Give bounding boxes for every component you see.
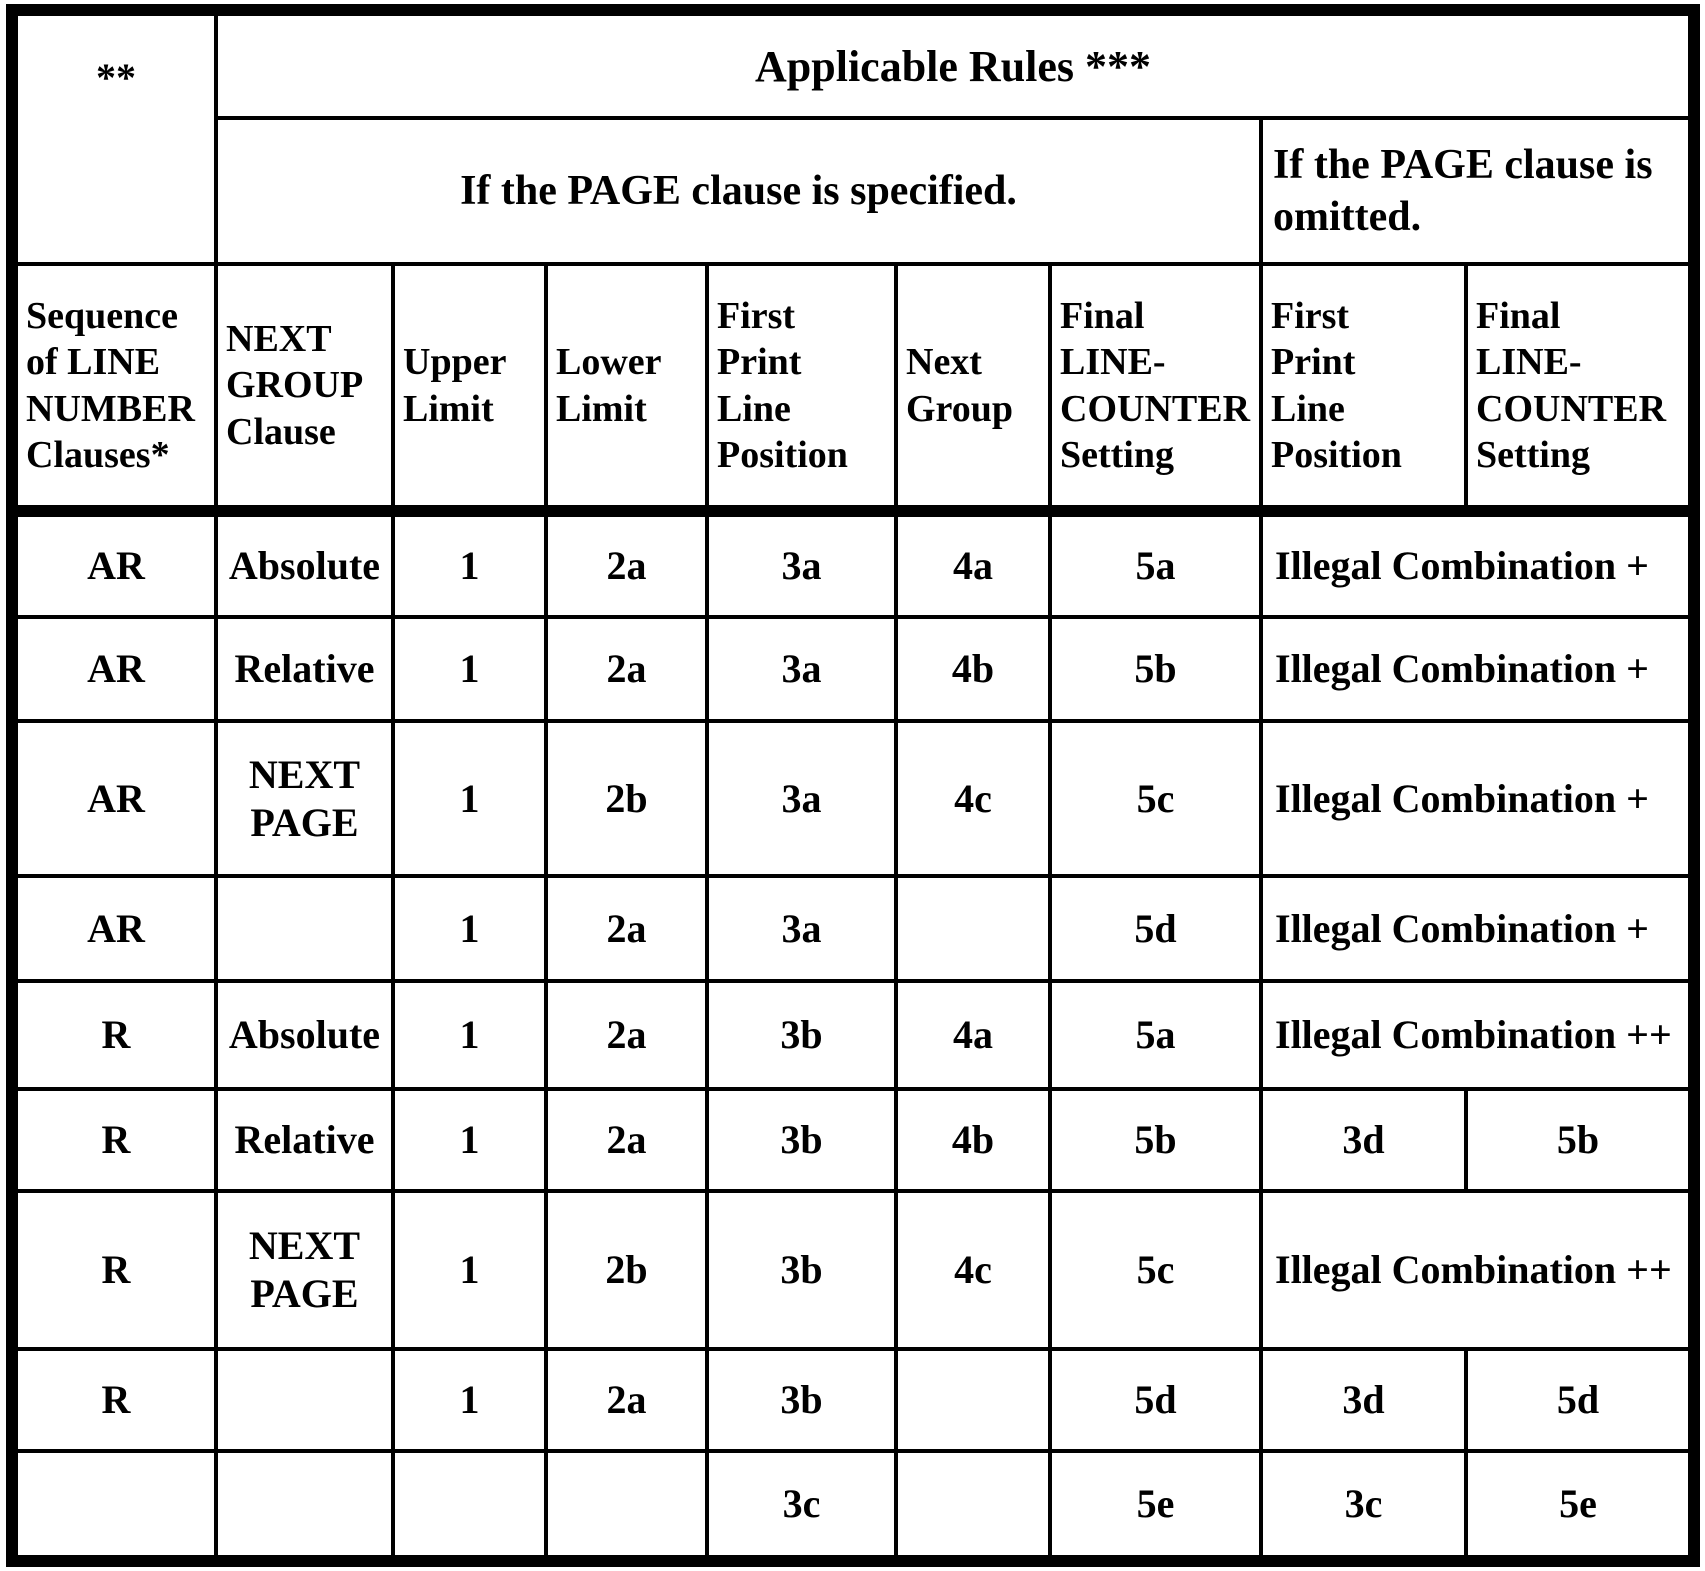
table-cell: NEXT PAGE [216, 1191, 393, 1349]
table-row [12, 1191, 1694, 1349]
table-cell: 5e [1050, 1451, 1261, 1561]
table-cell: 4a [896, 511, 1050, 617]
table-cell [546, 1451, 707, 1561]
table-cell: 1 [393, 617, 546, 721]
table-cell: 1 [393, 876, 546, 981]
table-cell: 2a [546, 876, 707, 981]
table-cell: 4c [896, 1191, 1050, 1349]
table-cell: R [12, 1191, 216, 1349]
table-cell: 4a [896, 981, 1050, 1089]
column-header-sequence: Sequence of LINE NUMBER Clauses* [12, 264, 216, 511]
illegal-combination-cell: Illegal Combination + [1261, 617, 1694, 721]
table-cell: 2b [546, 721, 707, 876]
table-cell: 3d [1261, 1089, 1466, 1191]
table-cell: Absolute [216, 511, 393, 617]
table-cell [393, 1451, 546, 1561]
table-cell: Relative [216, 1089, 393, 1191]
column-header-final-line-counter-omitted: Final LINE-COUNTER Setting [1466, 264, 1694, 511]
table-cell [216, 1451, 393, 1561]
table-cell: AR [12, 876, 216, 981]
table-row [12, 876, 1694, 981]
table-cell: AR [12, 511, 216, 617]
table-cell: 2b [546, 1191, 707, 1349]
column-header-first-print-specified: First Print Line Position [707, 264, 896, 511]
column-header-next-group-clause: NEXT GROUP Clause [216, 264, 393, 511]
table-cell: R [12, 1349, 216, 1451]
table-cell: 5c [1050, 721, 1261, 876]
illegal-combination-cell: Illegal Combination + [1261, 876, 1694, 981]
table-cell: NEXT PAGE [216, 721, 393, 876]
table-cell [12, 1451, 216, 1561]
table-cell: 1 [393, 981, 546, 1089]
table-row [12, 981, 1694, 1089]
table-cell: AR [12, 617, 216, 721]
table-cell: 2a [546, 617, 707, 721]
table-cell: 2a [546, 1089, 707, 1191]
table-cell: 5d [1050, 1349, 1261, 1451]
table-cell: 3a [707, 617, 896, 721]
table-cell: 2a [546, 1349, 707, 1451]
rules-table [6, 4, 1700, 1567]
illegal-combination-cell: Illegal Combination ++ [1261, 1191, 1694, 1349]
illegal-combination-cell: Illegal Combination ++ [1261, 981, 1694, 1089]
table-cell: 3b [707, 1089, 896, 1191]
table-cell: 4c [896, 721, 1050, 876]
table-cell: 1 [393, 1349, 546, 1451]
table-cell: 5d [1466, 1349, 1694, 1451]
table-row [12, 721, 1694, 876]
table-cell: 5b [1050, 617, 1261, 721]
table-row-page-clause [12, 118, 1694, 264]
table-row-applicable-rules [12, 10, 1694, 118]
table-cell [896, 876, 1050, 981]
table-cell: 3b [707, 981, 896, 1089]
table-cell [896, 1349, 1050, 1451]
table-cell: Relative [216, 617, 393, 721]
table-cell: 5e [1466, 1451, 1694, 1561]
table-row [12, 1349, 1694, 1451]
column-header-lower-limit: Lower Limit [546, 264, 707, 511]
table-cell: 2a [546, 981, 707, 1089]
column-header-final-line-counter-specified: Final LINE-COUNTER Setting [1050, 264, 1261, 511]
table-cell: 5a [1050, 511, 1261, 617]
table-row [12, 1451, 1694, 1561]
page-specified-header: If the PAGE clause is specified. [216, 118, 1261, 264]
table-row [12, 617, 1694, 721]
table-cell: 2a [546, 511, 707, 617]
table-cell [216, 1349, 393, 1451]
table-cell: 5b [1050, 1089, 1261, 1191]
table-cell: 3d [1261, 1349, 1466, 1451]
table-cell [216, 876, 393, 981]
column-header-next-group: Next Group [896, 264, 1050, 511]
table-cell: 1 [393, 1191, 546, 1349]
table-cell: 4b [896, 617, 1050, 721]
illegal-combination-cell: Illegal Combination + [1261, 721, 1694, 876]
column-header-upper-limit: Upper Limit [393, 264, 546, 511]
table-row-column-headers [12, 264, 1694, 511]
table-cell: 5d [1050, 876, 1261, 981]
illegal-combination-cell: Illegal Combination + [1261, 511, 1694, 617]
table-cell: AR [12, 721, 216, 876]
table-cell: R [12, 981, 216, 1089]
table-cell: 1 [393, 721, 546, 876]
table-cell: 1 [393, 1089, 546, 1191]
table-cell: R [12, 1089, 216, 1191]
table-cell: 1 [393, 511, 546, 617]
table-cell: 3a [707, 721, 896, 876]
table-row [12, 511, 1694, 617]
table-cell: 3b [707, 1349, 896, 1451]
table-cell: 3a [707, 876, 896, 981]
applicable-rules-header: Applicable Rules *** [216, 10, 1694, 118]
table-row [12, 1089, 1694, 1191]
table-cell: Absolute [216, 981, 393, 1089]
table-cell: 3c [707, 1451, 896, 1561]
table-cell: 4b [896, 1089, 1050, 1191]
table-cell: 5c [1050, 1191, 1261, 1349]
table-cell: 5a [1050, 981, 1261, 1089]
corner-note-marker: ** [12, 10, 216, 264]
table-cell: 5b [1466, 1089, 1694, 1191]
page-omitted-header: If the PAGE clause is omitted. [1261, 118, 1694, 264]
column-header-first-print-omitted: First Print Line Position [1261, 264, 1466, 511]
table-cell: 3a [707, 511, 896, 617]
table-cell: 3b [707, 1191, 896, 1349]
table-cell [896, 1451, 1050, 1561]
table-cell: 3c [1261, 1451, 1466, 1561]
